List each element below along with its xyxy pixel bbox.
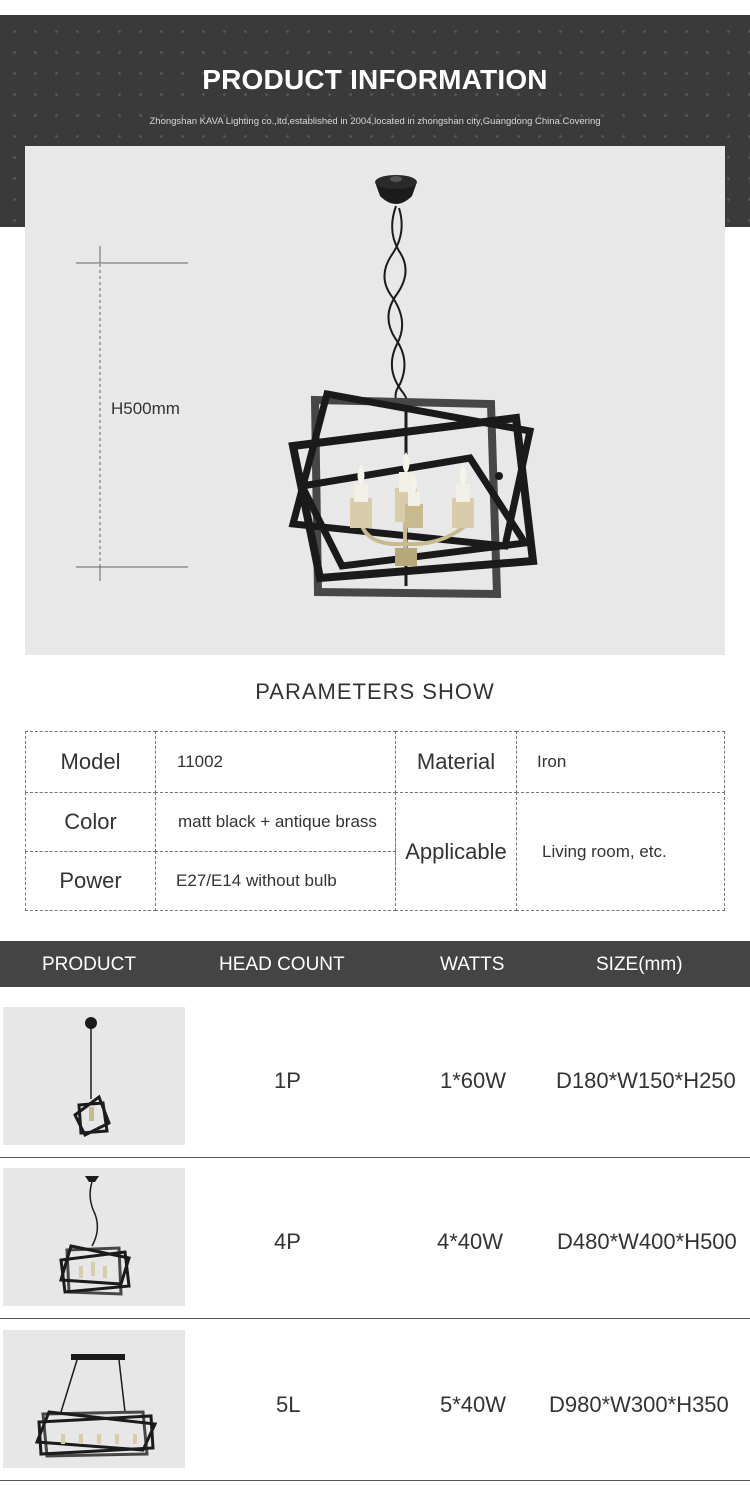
table-row — [0, 1148, 750, 1309]
col-head-count: HEAD COUNT — [219, 954, 345, 975]
model-value: 11002 — [155, 731, 396, 793]
watts-cell: 1*60W — [440, 1068, 507, 1093]
row-divider — [0, 1480, 750, 1481]
size-cell: D480*W400*H500 — [557, 1229, 737, 1254]
watts-cell: 4*40W — [437, 1229, 504, 1254]
model-key: Model — [25, 731, 156, 793]
size-cell: D180*W150*H250 — [556, 1068, 736, 1093]
color-key: Color — [25, 792, 156, 852]
material-key: Material — [395, 731, 517, 793]
watts-cell: 5*40W — [440, 1392, 507, 1417]
product-photo — [25, 146, 725, 655]
col-watts: WATTS — [440, 954, 505, 975]
applicable-key: Applicable — [395, 792, 517, 911]
company-intro: Zhongshan KAVA Lighting co.,ltd,established in 2004,located in zhongshan city,Guangdong China.Covering — [149, 116, 601, 127]
product-thumbnail-5l — [3, 1330, 185, 1468]
power-value: E27/E14 without bulb — [155, 851, 396, 911]
table-row — [0, 987, 750, 1148]
power-key: Power — [25, 851, 156, 911]
head-count-cell: 1P — [274, 1068, 301, 1093]
product-table-header — [0, 941, 750, 987]
page-title: PRODUCT INFORMATION — [202, 64, 548, 95]
parameters-title: PARAMETERS SHOW — [255, 679, 495, 704]
height-dimension-label: H500mm — [111, 399, 180, 418]
col-product: PRODUCT — [42, 954, 136, 975]
head-count-cell: 5L — [276, 1392, 301, 1417]
product-thumbnail-4p — [3, 1168, 185, 1306]
head-count-cell: 4P — [274, 1229, 301, 1254]
product-thumbnail-1p — [3, 1007, 185, 1145]
color-value: matt black + antique brass — [155, 792, 396, 852]
material-value: Iron — [516, 731, 725, 793]
table-row — [0, 1310, 750, 1471]
size-cell: D980*W300*H350 — [549, 1392, 729, 1417]
col-size: SIZE(mm) — [596, 954, 683, 975]
parameters-table — [25, 731, 725, 911]
applicable-value: Living room, etc. — [516, 792, 725, 911]
